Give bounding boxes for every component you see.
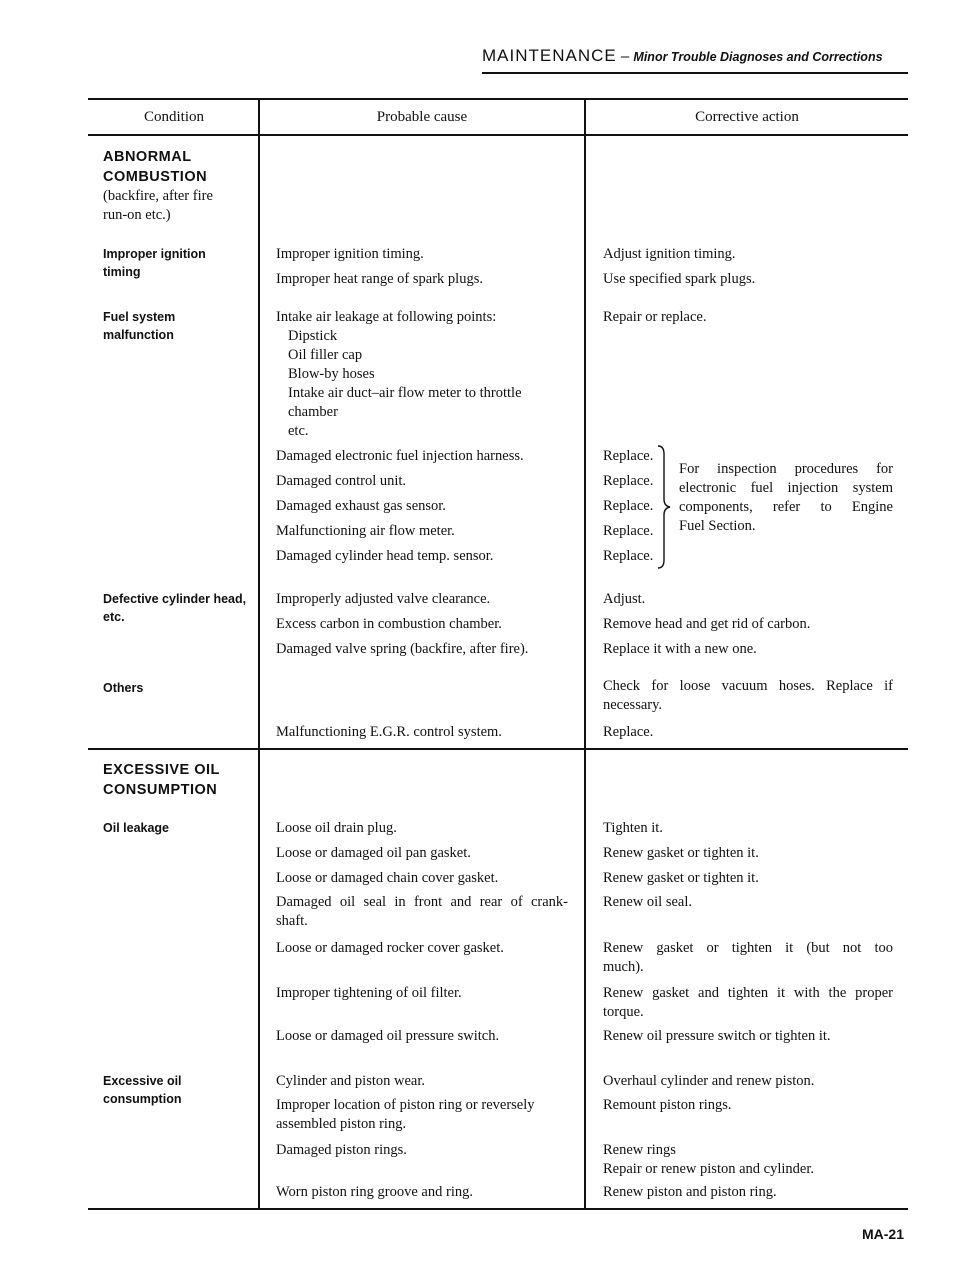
intake-leakage-list — [276, 308, 576, 441]
action-line: much). — [603, 959, 644, 975]
cause-text: Improper tightening of oil filter. — [276, 985, 462, 1001]
action-text: Replace. — [603, 724, 654, 740]
cause-text: Malfunctioning air flow meter. — [276, 523, 455, 539]
action-text: Adjust ignition timing. — [603, 246, 736, 262]
cause-subitem: Oil filler cap — [288, 347, 363, 363]
action-text: Replace. — [603, 548, 654, 564]
cause-line: shaft. — [276, 913, 308, 929]
condition-label: Excessive oil — [103, 1074, 182, 1088]
action-text: Replace. — [603, 498, 654, 514]
cause-text — [276, 1096, 576, 1134]
cause-text: Loose oil drain plug. — [276, 820, 397, 836]
section-excessive-oil — [103, 760, 220, 800]
condition-label: malfunction — [103, 328, 174, 342]
action-text: Replace. — [603, 523, 654, 539]
cause-text: Damaged piston rings. — [276, 1142, 407, 1158]
page-header — [482, 46, 883, 66]
cause-subitem: Intake air duct–air flow meter to throttle — [288, 385, 522, 401]
section-note-line2: run-on etc.) — [103, 207, 171, 223]
table-bottom-rule — [88, 1208, 908, 1210]
condition-label: consumption — [103, 1092, 182, 1106]
action-text — [603, 677, 893, 715]
condition-label: etc. — [103, 610, 125, 624]
note-line: For inspection procedures for — [679, 461, 893, 477]
cause-subitem: Blow-by hoses — [288, 366, 375, 382]
action-text: Renew gasket or tighten it. — [603, 845, 759, 861]
action-line: torque. — [603, 1004, 644, 1020]
cause-text: Loose or damaged chain cover gasket. — [276, 870, 499, 886]
section-divider — [88, 748, 908, 750]
action-text: Replace. — [603, 448, 654, 464]
note-line: components, refer to Engine — [679, 499, 893, 515]
page-number: MA-21 — [862, 1226, 905, 1242]
cause-text: Loose or damaged oil pan gasket. — [276, 845, 471, 861]
action-text: Use specified spark plugs. — [603, 271, 756, 287]
cause-text: Improperly adjusted valve clearance. — [276, 591, 491, 607]
cause-text: Malfunctioning E.G.R. control system. — [276, 724, 502, 740]
cause-subitem: Dipstick — [288, 328, 338, 344]
cause-text: Improper heat range of spark plugs. — [276, 271, 483, 287]
col-divider-2 — [584, 98, 586, 1210]
action-text — [603, 984, 893, 1022]
cause-text — [276, 893, 568, 931]
action-text: Remount piston rings. — [603, 1097, 732, 1113]
section-note-line1: (backfire, after fire — [103, 188, 213, 204]
action-text: Overhaul cylinder and renew piston. — [603, 1073, 815, 1089]
condition-oil-leakage: Oil leakage — [103, 821, 170, 835]
header-rule — [482, 72, 908, 74]
condition-label: Fuel system — [103, 310, 176, 324]
action-text: Repair or replace. — [603, 309, 707, 325]
cause-subitem: etc. — [288, 423, 309, 439]
col-divider-1 — [258, 98, 260, 1210]
condition-fuel-system — [103, 308, 175, 344]
action-text: Renew gasket or tighten it. — [603, 870, 759, 886]
condition-label: Defective cylinder head, — [103, 592, 247, 606]
table-top-rule — [88, 98, 908, 100]
cause-text: Excess carbon in combustion chamber. — [276, 616, 502, 632]
condition-others: Others — [103, 681, 144, 695]
action-line: necessary. — [603, 697, 663, 713]
cause-subitem: chamber — [288, 404, 338, 420]
cause-text: Damaged valve spring (backfire, after fire). — [276, 641, 529, 657]
action-text: Tighten it. — [603, 820, 663, 836]
condition-excessive-oil — [103, 1072, 182, 1108]
condition-ignition — [103, 245, 206, 281]
header-dash: – — [616, 48, 634, 65]
curly-brace — [656, 444, 672, 570]
section-title-line2: COMBUSTION — [103, 169, 208, 185]
section-title-line1: EXCESSIVE OIL — [103, 762, 220, 778]
action-line: Renew rings — [603, 1142, 676, 1158]
action-line: Renew gasket and tighten it with the proper — [603, 985, 893, 1001]
note-line: Fuel Section. — [679, 518, 756, 534]
cause-text: Damaged control unit. — [276, 473, 407, 489]
cause-line: Improper location of piston ring or reversely — [276, 1097, 535, 1113]
cause-text: Damaged electronic fuel injection harness. — [276, 448, 524, 464]
col-header-action: Corrective action — [695, 109, 799, 125]
cause-text: Improper ignition timing. — [276, 246, 424, 262]
action-line: Renew gasket or tighten it (but not too — [603, 940, 893, 956]
cause-text: Intake air leakage at following points: — [276, 309, 497, 325]
cause-line: assembled piston ring. — [276, 1116, 407, 1132]
cause-text: Worn piston ring groove and ring. — [276, 1184, 473, 1200]
action-line: Repair or renew piston and cylinder. — [603, 1161, 814, 1177]
cause-text: Loose or damaged rocker cover gasket. — [276, 940, 504, 956]
condition-label: Improper ignition — [103, 247, 206, 261]
action-text: Replace it with a new one. — [603, 641, 757, 657]
section-abnormal-combustion — [103, 147, 213, 225]
header-subtitle: Minor Trouble Diagnoses and Corrections — [633, 50, 883, 64]
fuel-injection-note — [679, 460, 893, 536]
section-title-line1: ABNORMAL — [103, 149, 192, 165]
action-text: Replace. — [603, 473, 654, 489]
action-line: Check for loose vacuum hoses. Replace if — [603, 678, 893, 694]
cause-text: Loose or damaged oil pressure switch. — [276, 1028, 500, 1044]
cause-text: Damaged exhaust gas sensor. — [276, 498, 446, 514]
col-header-condition: Condition — [143, 109, 204, 125]
condition-cylinder-head — [103, 590, 246, 626]
action-text: Renew oil pressure switch or tighten it. — [603, 1028, 831, 1044]
action-text: Renew oil seal. — [603, 894, 692, 910]
condition-label: timing — [103, 265, 141, 279]
cause-text: Cylinder and piston wear. — [276, 1073, 426, 1089]
section-title-line2: CONSUMPTION — [103, 782, 218, 798]
action-text — [603, 939, 893, 977]
action-text: Renew piston and piston ring. — [603, 1184, 777, 1200]
cause-text: Damaged cylinder head temp. sensor. — [276, 548, 494, 564]
action-text — [603, 1141, 814, 1179]
note-line: electronic fuel injection system — [679, 480, 893, 496]
header-title: MAINTENANCE — [482, 46, 617, 65]
col-header-cause: Probable cause — [376, 109, 468, 125]
action-text: Adjust. — [603, 591, 646, 607]
cause-line: Damaged oil seal in front and rear of crank- — [276, 894, 568, 910]
table-header-rule — [88, 134, 908, 136]
action-text: Remove head and get rid of carbon. — [603, 616, 811, 632]
